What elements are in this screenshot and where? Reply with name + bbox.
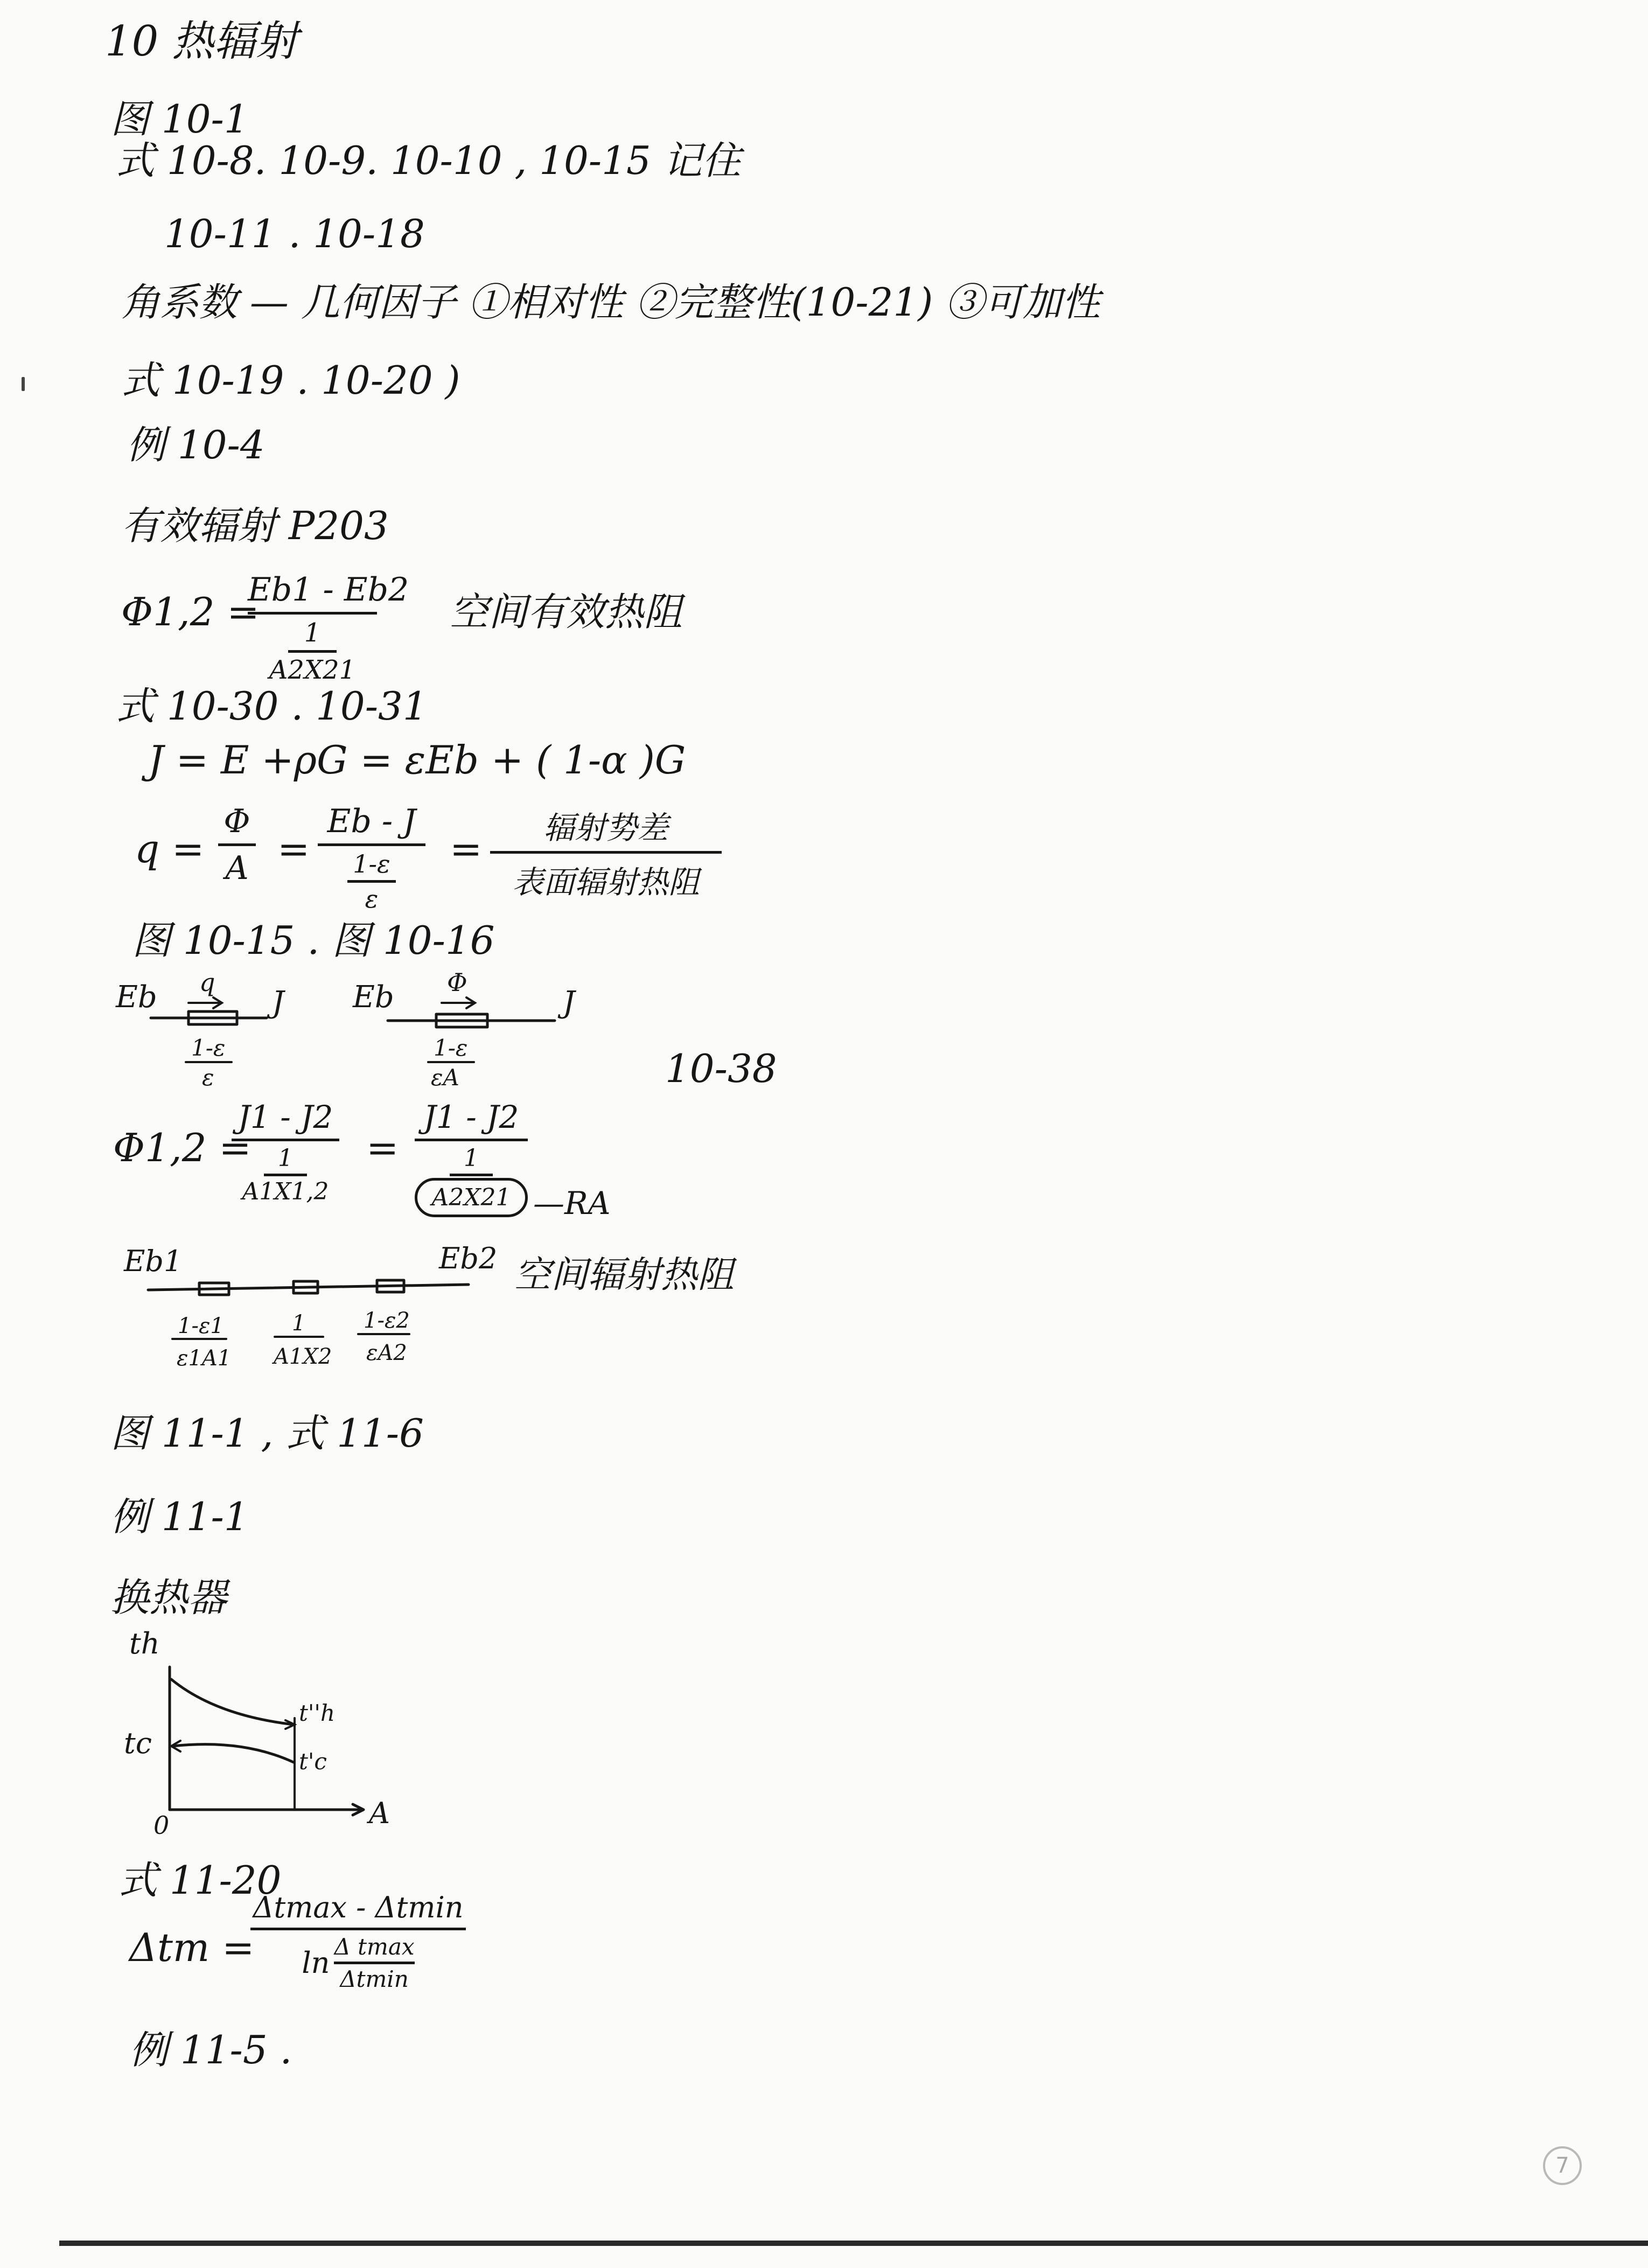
surface-resistance-circuits [108, 969, 646, 1099]
graph-x-axis-label: A [369, 1796, 390, 1830]
q-f1-num: Φ [224, 802, 250, 840]
q-f2-num: Eb - J [327, 802, 416, 840]
page-number-stamp: 7 [1543, 2146, 1582, 2185]
section-title: 10 热辐射 [105, 17, 298, 66]
scan-speck [22, 377, 25, 391]
equations-line-2: 10-11 . 10-18 [164, 211, 425, 256]
graph-cold-inlet-label: t'c [299, 1748, 327, 1775]
network-r2-num: 1 [292, 1311, 306, 1336]
circuit2-res-num: 1-ε [434, 1035, 468, 1061]
equations-to-memorize: 式 10-8. 10-9. 10-10 , 10-15 记住 [116, 138, 741, 183]
q-f3-den: 表面辐射热阻 [512, 864, 700, 901]
angle-factor-properties: 角系数 — 几何因子 ①相对性 ②完整性(10-21) ③可加性 [121, 280, 1101, 325]
graph-y-axis-label: th [129, 1627, 160, 1660]
phi12j-den2-circled: A2X21 [415, 1178, 528, 1217]
example-10-4: 例 10-4 [127, 422, 265, 467]
heat-exchanger-heading: 换热器 [110, 1575, 227, 1620]
circuit1-left-label: Eb [116, 980, 157, 1015]
phi12j-den1-top: 1 [278, 1145, 293, 1172]
phi12-numerator: Eb1 - Eb2 [248, 571, 409, 609]
q-fraction-3 [490, 802, 722, 902]
phi12j-num-2: J1 - J2 [423, 1099, 519, 1135]
lmtd-equation [129, 1890, 614, 2014]
phi12-den-bottom: A2X21 [269, 655, 356, 685]
phi12j-equals: = [366, 1125, 399, 1170]
circuit1-res-num: 1-ε [191, 1035, 226, 1061]
phi12j-num-1: J1 - J2 [238, 1099, 333, 1135]
equations-10-19: 式 10-19 . 10-20 ) [121, 358, 460, 403]
lmtd-lhs: Δtm = [129, 1925, 255, 1970]
lmtd-den-den: Δtmin [340, 1966, 409, 1992]
phi12-den-top: 1 [304, 618, 321, 648]
phi12-equation [121, 571, 821, 695]
figure-11-1-ref: 图 11-1 , 式 11-6 [110, 1411, 424, 1456]
q-equals-2: = [450, 826, 483, 871]
circuit2-left-label: Eb [353, 980, 394, 1015]
graph-hot-outlet-label: t''h [299, 1700, 336, 1726]
phi12j-den2-top: 1 [464, 1145, 479, 1172]
graph-origin-label: 0 [153, 1811, 170, 1840]
phi12j-lhs: Φ1,2 = [113, 1125, 252, 1170]
space-resistance-note: 空间有效热阻 [450, 589, 683, 634]
network-r1-den: ε1A1 [177, 1346, 232, 1371]
lmtd-numerator: Δtmax - Δtmin [253, 1890, 464, 1924]
q-fraction-2 [318, 802, 425, 913]
network-r1-num: 1-ε1 [178, 1314, 224, 1338]
q-equation [135, 802, 781, 913]
page-bottom-edge [59, 2241, 1648, 2246]
lmtd-den-num: Δ tmax [334, 1934, 415, 1960]
network-r2-den: A1X2 [274, 1344, 332, 1369]
phi12j-ra-note: —RA [533, 1185, 611, 1222]
example-11-5: 例 11-5 . [129, 2027, 292, 2072]
graph-cold-label: tc [124, 1726, 152, 1760]
q-f1-den: A [225, 849, 249, 887]
phi12j-den1-bottom: A1X1,2 [242, 1178, 329, 1205]
equation-11-20: 式 11-20 [118, 1858, 282, 1903]
phi12-fraction [248, 571, 409, 685]
phi12j-fraction-1 [232, 1099, 339, 1205]
q-lhs: q = [135, 826, 205, 871]
lmtd-denominator [302, 1934, 414, 1992]
q-fraction-1 [218, 802, 256, 887]
example-11-1: 例 11-1 [110, 1494, 249, 1539]
temperature-profile-graph [108, 1621, 442, 1847]
figure-refs-10-15: 图 10-15 . 图 10-16 [132, 918, 495, 963]
q-f2-den-bottom: ε [365, 884, 379, 913]
network-r3-den: εA2 [366, 1341, 407, 1365]
circuit1-res-den: ε [202, 1064, 214, 1091]
radiosity-equation: J = E +ρG = εEb + ( 1-α )G [148, 737, 686, 783]
network-r3-num: 1-ε2 [364, 1308, 410, 1333]
network-note: 空间辐射热阻 [514, 1254, 735, 1296]
effective-radiation: 有效辐射 P203 [121, 503, 389, 548]
figure-ref-10-1: 图 10-1 [110, 96, 249, 142]
q-f2-den-top: 1-ε [353, 849, 390, 878]
circuit2-res-den: εA [431, 1064, 459, 1091]
radiation-network-diagram [118, 1239, 819, 1379]
lmtd-fraction [250, 1890, 466, 1992]
phi12-radiosity-equation [113, 1099, 759, 1228]
q-f3-num: 辐射势差 [543, 809, 668, 846]
equations-10-30: 式 10-30 . 10-31 [116, 683, 428, 729]
circuit1-right-label: J [272, 985, 284, 1020]
network-right-label: Eb2 [439, 1241, 498, 1275]
network-left-label: Eb1 [124, 1244, 183, 1278]
q-equals: = [277, 826, 310, 871]
phi12j-fraction-2 [415, 1099, 528, 1217]
lmtd-ln: ln [302, 1946, 330, 1980]
phi12-lhs: Φ1,2 = [121, 589, 260, 634]
circuit1-flow-label: q [199, 969, 215, 997]
circuit2-flow-label: Φ [447, 969, 467, 997]
equation-ref-10-38: 10-38 [665, 1046, 777, 1091]
circuit2-right-label: J [563, 985, 575, 1020]
